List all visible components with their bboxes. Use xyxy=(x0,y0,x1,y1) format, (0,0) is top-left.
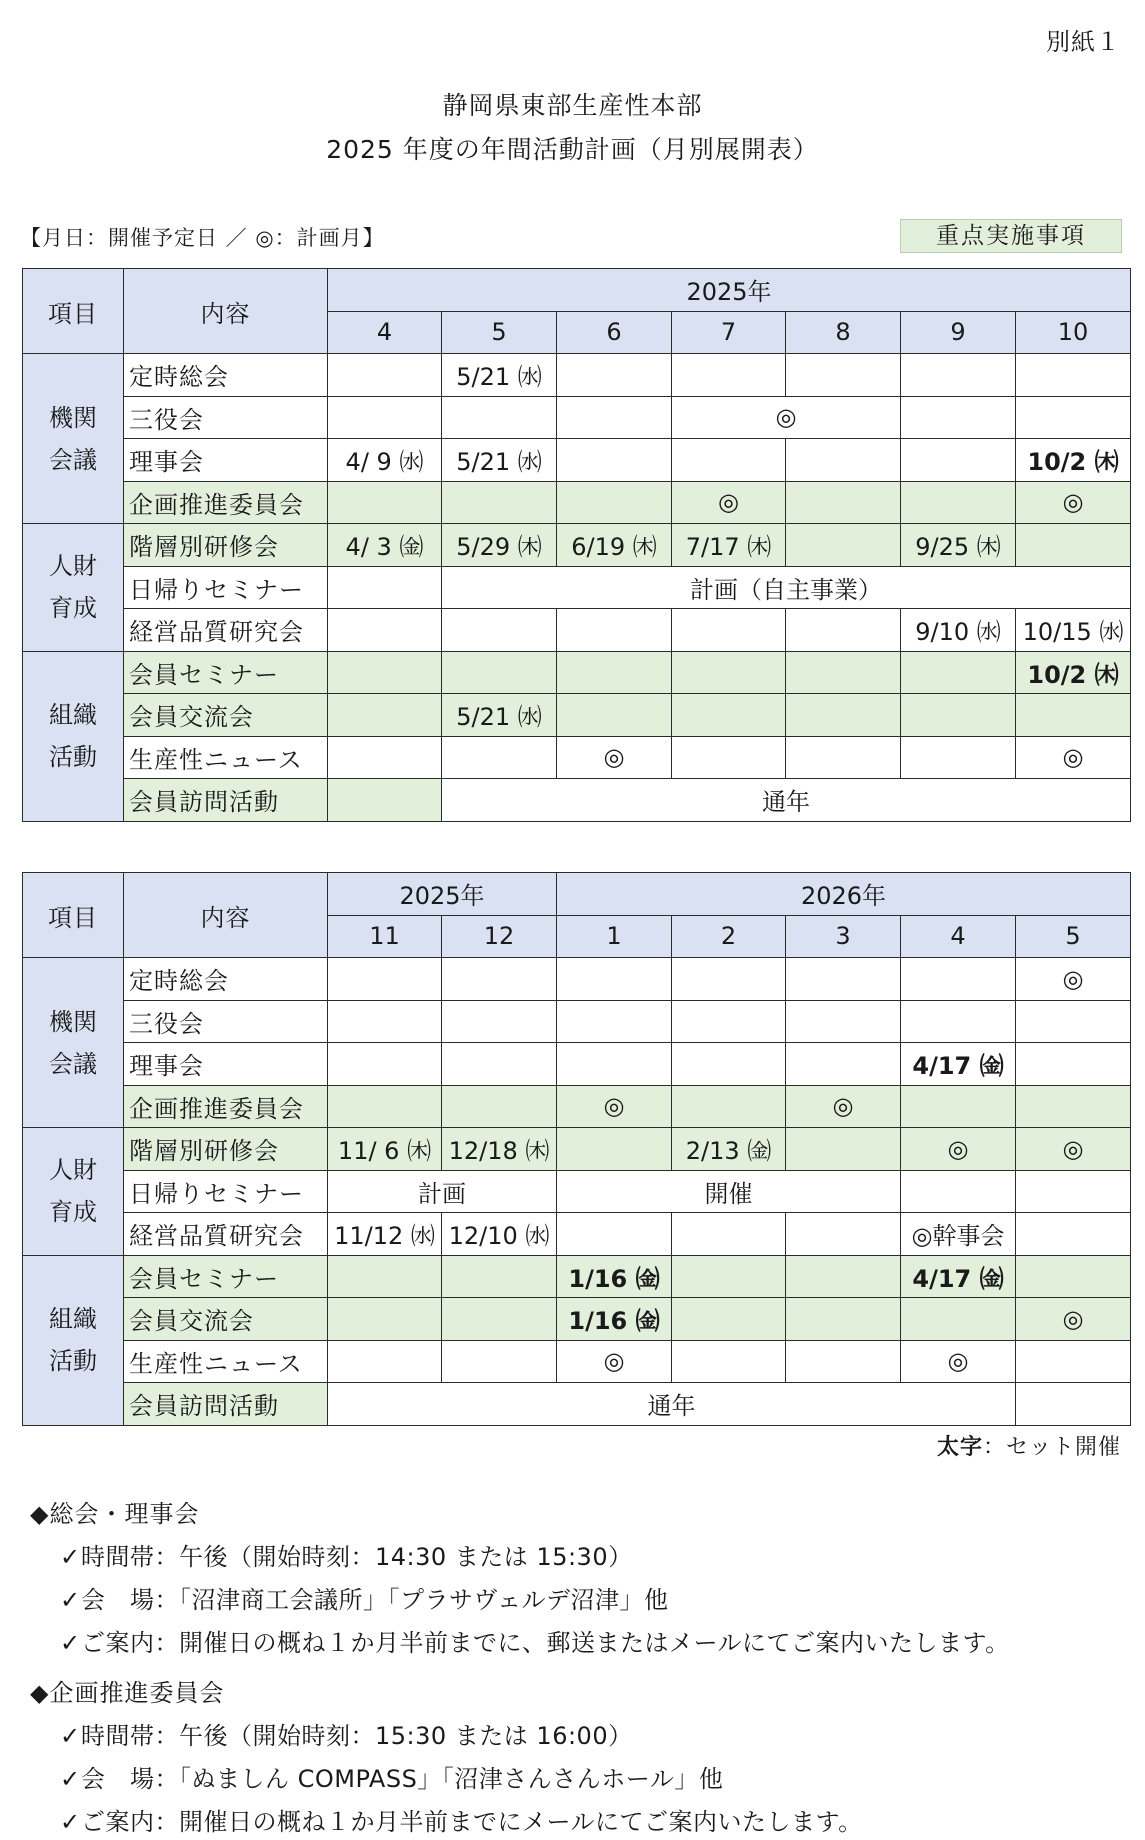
header-month: 10 xyxy=(1016,311,1131,354)
item-label: 理事会 xyxy=(124,1043,328,1086)
item-label: 階層別研修会 xyxy=(124,1128,328,1171)
table-row xyxy=(23,354,1131,397)
cell xyxy=(786,1298,901,1341)
cell: 9/25 ㈭ xyxy=(901,524,1016,567)
cell xyxy=(786,1043,901,1086)
cell xyxy=(442,481,557,524)
item-label: 生産性ニュース xyxy=(124,736,328,779)
bold-note xyxy=(937,1430,1121,1461)
item-label: 階層別研修会 xyxy=(124,524,328,567)
cell: 11/12 ㈬ xyxy=(328,1213,442,1256)
table-row xyxy=(23,1213,1131,1256)
item-label: 会員セミナー xyxy=(124,1255,328,1298)
cell: ◎ xyxy=(901,1340,1016,1383)
cell xyxy=(901,1000,1016,1043)
cell: 1/16 ㈮ xyxy=(557,1255,672,1298)
list-item: ✓時間帯：午後（開始時刻：14:30 または 15:30） xyxy=(60,1543,633,1571)
cell xyxy=(672,609,786,652)
cell xyxy=(672,736,786,779)
cell: 5/21 ㈬ xyxy=(442,354,557,397)
header-year: 2026年 xyxy=(557,873,1131,916)
item-label: 会員訪問活動 xyxy=(124,779,328,822)
cell: 10/2 ㈭ xyxy=(1016,651,1131,694)
cell xyxy=(328,694,442,737)
header-year: 2025年 xyxy=(328,269,1131,312)
header-month: 1 xyxy=(557,915,672,958)
cell xyxy=(786,1255,901,1298)
cell xyxy=(672,1085,786,1128)
cell: ◎ xyxy=(1016,736,1131,779)
table-row xyxy=(23,1085,1131,1128)
table-row xyxy=(23,1298,1131,1341)
table-row xyxy=(23,1255,1131,1298)
cell xyxy=(328,779,442,822)
cell xyxy=(442,958,557,1001)
cell: ◎ xyxy=(786,1085,901,1128)
cell xyxy=(1016,524,1131,567)
list-item: ✓ご案内：開催日の概ね１か月半前までに、郵送またはメールにてご案内いたします。 xyxy=(60,1629,1010,1657)
item-label: 会員交流会 xyxy=(124,694,328,737)
table-row xyxy=(23,481,1131,524)
cell: 5/29 ㈭ xyxy=(442,524,557,567)
bold-note-text: ：セット開催 xyxy=(982,1435,1121,1460)
category-soshiki: 組織 活動 xyxy=(23,1255,124,1425)
cell: 11/ 6 ㈭ xyxy=(328,1128,442,1171)
cell xyxy=(901,396,1016,439)
header-category: 項目 xyxy=(23,873,124,958)
table-row xyxy=(23,958,1131,1001)
cell xyxy=(901,958,1016,1001)
section-heading: ◆総会・理事会 xyxy=(30,1500,200,1528)
cell: 7/17 ㈭ xyxy=(672,524,786,567)
cell: ◎ xyxy=(557,1340,672,1383)
cell xyxy=(442,1298,557,1341)
check-icon: ✓ xyxy=(60,1586,81,1614)
cell: 10/2 ㈭ xyxy=(1016,439,1131,482)
item-label: 会員訪問活動 xyxy=(124,1383,328,1426)
section-heading: ◆企画推進委員会 xyxy=(30,1679,225,1707)
cell: 5/21 ㈬ xyxy=(442,694,557,737)
cell: 9/10 ㈬ xyxy=(901,609,1016,652)
cell xyxy=(557,1128,672,1171)
item-label: 理事会 xyxy=(124,439,328,482)
table-row xyxy=(23,651,1131,694)
cell: ◎幹事会 xyxy=(901,1213,1016,1256)
cell xyxy=(557,1213,672,1256)
cell: ◎ xyxy=(672,396,901,439)
header-month: 4 xyxy=(328,311,442,354)
cell xyxy=(442,651,557,694)
legend-note: 【月日：開催予定日 ／ ◎：計画月】 xyxy=(20,226,385,250)
header-month: 5 xyxy=(442,311,557,354)
cell xyxy=(786,524,901,567)
check-icon: ✓ xyxy=(60,1722,81,1750)
cell xyxy=(786,958,901,1001)
cell xyxy=(1016,1213,1131,1256)
cell xyxy=(786,1340,901,1383)
header-month: 11 xyxy=(328,915,442,958)
item-label: 三役会 xyxy=(124,396,328,439)
header-content: 内容 xyxy=(124,873,328,958)
cell: 2/13 ㈮ xyxy=(672,1128,786,1171)
cell xyxy=(328,1043,442,1086)
check-icon: ✓ xyxy=(60,1765,81,1793)
bold-note-bold: 太字 xyxy=(936,1435,983,1460)
header-month: 9 xyxy=(901,311,1016,354)
check-icon: ✓ xyxy=(60,1629,81,1657)
table-row xyxy=(23,694,1131,737)
cell xyxy=(672,1255,786,1298)
cell xyxy=(557,396,672,439)
cell xyxy=(786,609,901,652)
header-month: 12 xyxy=(442,915,557,958)
table-row xyxy=(23,779,1131,822)
table-row xyxy=(23,566,1131,609)
cell xyxy=(786,354,901,397)
cell xyxy=(786,439,901,482)
cell xyxy=(328,566,442,609)
table-row xyxy=(23,396,1131,439)
cell xyxy=(786,1128,901,1171)
cell xyxy=(328,1000,442,1043)
schedule-table-1 xyxy=(22,268,1131,822)
category-jinzai: 人財 育成 xyxy=(23,524,124,652)
header-month: 8 xyxy=(786,311,901,354)
header-year: 2025年 xyxy=(328,873,557,916)
item-label: 生産性ニュース xyxy=(124,1340,328,1383)
cell xyxy=(786,481,901,524)
cell xyxy=(1016,354,1131,397)
cell: ◎ xyxy=(1016,958,1131,1001)
cell xyxy=(328,736,442,779)
list-item: ✓時間帯：午後（開始時刻：15:30 または 16:00） xyxy=(60,1722,633,1750)
cell xyxy=(786,1000,901,1043)
cell xyxy=(442,1340,557,1383)
cell xyxy=(901,1085,1016,1128)
cell: 5/21 ㈬ xyxy=(442,439,557,482)
cell: ◎ xyxy=(1016,1298,1131,1341)
list-item: ✓会 場：「沼津商工会議所」「プラサヴェルデ沼津」他 xyxy=(60,1586,669,1614)
cell xyxy=(901,481,1016,524)
cell: 開催 xyxy=(557,1170,901,1213)
cell: 12/18 ㈭ xyxy=(442,1128,557,1171)
cell: ◎ xyxy=(672,481,786,524)
table-row xyxy=(23,1043,1131,1086)
header-month: 4 xyxy=(901,915,1016,958)
cell xyxy=(786,694,901,737)
table-row xyxy=(23,1340,1131,1383)
item-label: 会員交流会 xyxy=(124,1298,328,1341)
table-row xyxy=(23,736,1131,779)
cell xyxy=(1016,1085,1131,1128)
cell xyxy=(786,1213,901,1256)
cell: ◎ xyxy=(557,736,672,779)
cell xyxy=(442,609,557,652)
category-kikan: 機関 会議 xyxy=(23,958,124,1128)
cell xyxy=(328,481,442,524)
cell xyxy=(557,609,672,652)
header-category: 項目 xyxy=(23,269,124,354)
list-item: ✓会 場：「ぬましん COMPASS」「沼津さんさんホール」他 xyxy=(60,1765,724,1793)
cell xyxy=(328,1255,442,1298)
cell xyxy=(901,354,1016,397)
cell: 計画 xyxy=(328,1170,557,1213)
cell xyxy=(557,481,672,524)
cell: 6/19 ㈭ xyxy=(557,524,672,567)
cell xyxy=(1016,1000,1131,1043)
cell: 12/10 ㈬ xyxy=(442,1213,557,1256)
cell xyxy=(901,1298,1016,1341)
check-icon: ✓ xyxy=(60,1808,81,1836)
cell xyxy=(557,1000,672,1043)
cell xyxy=(1016,1383,1131,1426)
header-content: 内容 xyxy=(124,269,328,354)
cell xyxy=(901,651,1016,694)
cell xyxy=(557,958,672,1001)
category-kikan: 機関 会議 xyxy=(23,354,124,524)
cell xyxy=(672,651,786,694)
table-row xyxy=(23,1128,1131,1171)
cell xyxy=(1016,1170,1131,1213)
cell xyxy=(328,1085,442,1128)
priority-key-box: 重点実施事項 xyxy=(900,219,1122,253)
item-label: 企画推進委員会 xyxy=(124,481,328,524)
cell: ◎ xyxy=(1016,1128,1131,1171)
item-label: 三役会 xyxy=(124,1000,328,1043)
page-title: 2025 年度の年間活動計画（月別展開表） xyxy=(326,135,819,164)
cell xyxy=(328,1298,442,1341)
cell xyxy=(672,1043,786,1086)
header-month: 5 xyxy=(1016,915,1131,958)
cell: ◎ xyxy=(1016,481,1131,524)
cell xyxy=(672,1213,786,1256)
cell xyxy=(328,354,442,397)
category-jinzai: 人財 育成 xyxy=(23,1128,124,1256)
cell: ◎ xyxy=(557,1085,672,1128)
cell: 通年 xyxy=(442,779,1131,822)
item-label: 日帰りセミナー xyxy=(124,1170,328,1213)
category-soshiki: 組織 活動 xyxy=(23,651,124,821)
cell: 1/16 ㈮ xyxy=(557,1298,672,1341)
cell: 通年 xyxy=(328,1383,1016,1426)
header-month: 6 xyxy=(557,311,672,354)
cell xyxy=(328,958,442,1001)
cell xyxy=(1016,396,1131,439)
cell xyxy=(786,736,901,779)
cell xyxy=(1016,1043,1131,1086)
cell xyxy=(557,439,672,482)
cell: 4/17 ㈮ xyxy=(901,1255,1016,1298)
check-icon: ✓ xyxy=(60,1543,81,1571)
cell xyxy=(901,1170,1016,1213)
cell xyxy=(1016,1255,1131,1298)
table-row xyxy=(23,524,1131,567)
header-month: 3 xyxy=(786,915,901,958)
cell xyxy=(672,354,786,397)
cell: 4/ 9 ㈬ xyxy=(328,439,442,482)
cell: ◎ xyxy=(901,1128,1016,1171)
attachment-label: 別紙１ xyxy=(1046,28,1121,56)
cell xyxy=(901,439,1016,482)
cell xyxy=(557,651,672,694)
cell: 計画（自主事業） xyxy=(442,566,1131,609)
cell xyxy=(442,396,557,439)
schedule-table-2 xyxy=(22,872,1131,1426)
cell xyxy=(786,651,901,694)
table-row xyxy=(23,439,1131,482)
cell xyxy=(328,396,442,439)
item-label: 経営品質研究会 xyxy=(124,609,328,652)
cell xyxy=(672,1298,786,1341)
header-month: 2 xyxy=(672,915,786,958)
cell xyxy=(672,1340,786,1383)
cell xyxy=(672,958,786,1001)
cell xyxy=(442,736,557,779)
cell xyxy=(1016,1340,1131,1383)
table-row xyxy=(23,609,1131,652)
table-row xyxy=(23,1000,1131,1043)
cell xyxy=(672,694,786,737)
cell xyxy=(442,1255,557,1298)
cell xyxy=(557,694,672,737)
cell: 4/ 3 ㈮ xyxy=(328,524,442,567)
cell xyxy=(328,651,442,694)
cell: 4/17 ㈮ xyxy=(901,1043,1016,1086)
item-label: 会員セミナー xyxy=(124,651,328,694)
cell xyxy=(557,1043,672,1086)
cell xyxy=(328,609,442,652)
cell xyxy=(672,1000,786,1043)
item-label: 定時総会 xyxy=(124,354,328,397)
item-label: 日帰りセミナー xyxy=(124,566,328,609)
table-row xyxy=(23,1383,1131,1426)
cell xyxy=(901,736,1016,779)
table-row xyxy=(23,1170,1131,1213)
cell xyxy=(442,1043,557,1086)
item-label: 企画推進委員会 xyxy=(124,1085,328,1128)
item-label: 定時総会 xyxy=(124,958,328,1001)
org-name: 静岡県東部生産性本部 xyxy=(442,91,703,120)
header-month: 7 xyxy=(672,311,786,354)
cell xyxy=(1016,694,1131,737)
cell xyxy=(442,1085,557,1128)
cell xyxy=(442,1000,557,1043)
cell xyxy=(901,694,1016,737)
item-label: 経営品質研究会 xyxy=(124,1213,328,1256)
cell: 10/15 ㈬ xyxy=(1016,609,1131,652)
cell xyxy=(328,1340,442,1383)
list-item: ✓ご案内：開催日の概ね１か月半前までにメールにてご案内いたします。 xyxy=(60,1808,863,1836)
cell xyxy=(557,354,672,397)
cell xyxy=(672,439,786,482)
